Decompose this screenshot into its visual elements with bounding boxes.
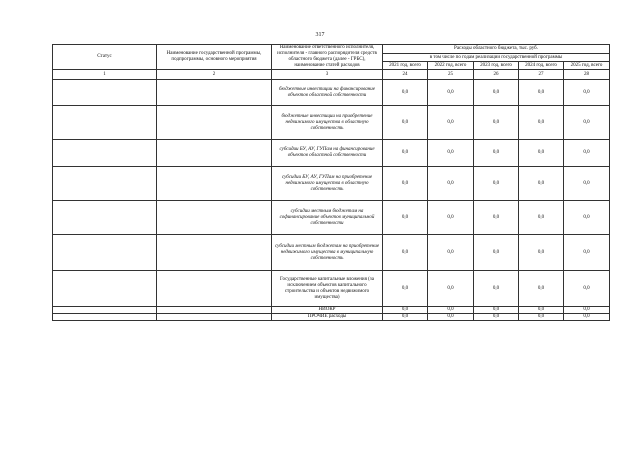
expense-value: 0,0 — [474, 271, 519, 307]
expense-value: 0,0 — [519, 271, 564, 307]
col-number: 1 — [53, 70, 157, 80]
status-cell — [53, 201, 157, 235]
program-cell — [157, 80, 272, 106]
expense-value: 0,0 — [474, 140, 519, 167]
expense-value: 0,0 — [564, 106, 610, 140]
col-number: 28 — [564, 70, 610, 80]
table-row — [53, 271, 610, 307]
expense-value: 0,0 — [519, 314, 564, 321]
expense-value: 0,0 — [474, 106, 519, 140]
expense-value: 0,0 — [564, 271, 610, 307]
status-cell — [53, 314, 157, 321]
expense-value: 0,0 — [383, 80, 428, 106]
expense-value: 0,0 — [428, 167, 474, 201]
expense-value: 0,0 — [383, 271, 428, 307]
expense-value: 0,0 — [519, 106, 564, 140]
header-responsible: Наименование ответственного исполнителя, исполнителя - главного распорядителя средств областного бюджета (далее - ГРБС), наименование статей расходов — [272, 45, 383, 70]
status-cell — [53, 235, 157, 271]
status-cell — [53, 106, 157, 140]
expense-item-name: бюджетные инвестиции на приобретение недвижимого имущества в областную собственность — [272, 106, 383, 140]
expense-item-name: субсидии БУ, АУ, ГУПам на приобретение недвижимого имущества в областную собственность — [272, 167, 383, 201]
expense-value: 0,0 — [474, 307, 519, 314]
header-by-years: в том числе по годам реализации государственной программы — [383, 54, 610, 62]
col-number: 3 — [272, 70, 383, 80]
expense-value: 0,0 — [428, 307, 474, 314]
header-program: Наименование государственной программы, подпрограммы, основного мероприятия — [157, 45, 272, 70]
expense-value: 0,0 — [564, 314, 610, 321]
table-row — [53, 314, 610, 321]
expense-value: 0,0 — [519, 201, 564, 235]
expense-item-name: Государственные капитальные вложения (за исключением объектов капитального строительства и объектов недвижимого имущества) — [272, 271, 383, 307]
expense-value: 0,0 — [474, 235, 519, 271]
status-cell — [53, 271, 157, 307]
expense-value: 0,0 — [428, 106, 474, 140]
program-cell — [157, 314, 272, 321]
expense-item-name: НИОКР — [272, 307, 383, 314]
col-number: 27 — [519, 70, 564, 80]
expense-value: 0,0 — [383, 167, 428, 201]
program-cell — [157, 307, 272, 314]
expense-value: 0,0 — [564, 167, 610, 201]
header-row-top — [53, 45, 610, 54]
expense-value: 0,0 — [428, 271, 474, 307]
table-row — [53, 201, 610, 235]
expense-value: 0,0 — [383, 140, 428, 167]
status-cell — [53, 80, 157, 106]
expense-value: 0,0 — [519, 80, 564, 106]
header-year-2022: 2022 год, всего — [428, 62, 474, 70]
expense-item-name: субсидии БУ, АУ, ГУПам на финансирование объектов областной собственности — [272, 140, 383, 167]
expense-value: 0,0 — [474, 314, 519, 321]
expense-value: 0,0 — [428, 314, 474, 321]
col-number: 25 — [428, 70, 474, 80]
program-cell — [157, 271, 272, 307]
program-cell — [157, 167, 272, 201]
expense-value: 0,0 — [383, 235, 428, 271]
expense-value: 0,0 — [428, 235, 474, 271]
header-year-2021: 2021 год, всего — [383, 62, 428, 70]
budget-table — [52, 44, 610, 321]
header-year-2024: 2024 год, всего — [519, 62, 564, 70]
expense-item-name: ПРОЧИЕ расходы — [272, 314, 383, 321]
expense-value: 0,0 — [564, 140, 610, 167]
col-number: 2 — [157, 70, 272, 80]
expense-value: 0,0 — [519, 307, 564, 314]
status-cell — [53, 140, 157, 167]
table-row — [53, 140, 610, 167]
page-number: 317 — [315, 32, 325, 38]
expense-value: 0,0 — [564, 307, 610, 314]
expense-value: 0,0 — [428, 80, 474, 106]
expense-item-name: субсидии местным бюджетам на приобретение недвижимого имущества в муниципальную собственность — [272, 235, 383, 271]
expense-value: 0,0 — [474, 167, 519, 201]
header-status: Статус — [53, 45, 157, 70]
expense-value: 0,0 — [564, 235, 610, 271]
table-row — [53, 235, 610, 271]
expense-value: 0,0 — [519, 140, 564, 167]
status-cell — [53, 307, 157, 314]
table-row — [53, 307, 610, 314]
header-year-2025: 2025 год, всего — [564, 62, 610, 70]
table-row — [53, 106, 610, 140]
header-expenses-title: Расходы областного бюджета, тыс. руб. — [383, 45, 610, 54]
program-cell — [157, 235, 272, 271]
expense-value: 0,0 — [519, 235, 564, 271]
expense-value: 0,0 — [428, 201, 474, 235]
expense-value: 0,0 — [474, 201, 519, 235]
column-number-row — [53, 70, 610, 80]
expense-value: 0,0 — [383, 201, 428, 235]
col-number: 24 — [383, 70, 428, 80]
expense-item-name: бюджетные инвестиции на финансирование объектов областной собственности — [272, 80, 383, 106]
expense-item-name: субсидии местным бюджетам на софинансирование объектов муниципальной собственности — [272, 201, 383, 235]
expense-value: 0,0 — [564, 201, 610, 235]
col-number: 26 — [474, 70, 519, 80]
header-year-2023: 2023 год, всего — [474, 62, 519, 70]
status-cell — [53, 167, 157, 201]
expense-value: 0,0 — [474, 80, 519, 106]
table-row — [53, 167, 610, 201]
expense-value: 0,0 — [383, 314, 428, 321]
program-cell — [157, 201, 272, 235]
expense-value: 0,0 — [519, 167, 564, 201]
expense-value: 0,0 — [564, 80, 610, 106]
expense-value: 0,0 — [383, 307, 428, 314]
table-row — [53, 80, 610, 106]
program-cell — [157, 140, 272, 167]
expense-value: 0,0 — [383, 106, 428, 140]
program-cell — [157, 106, 272, 140]
expense-value: 0,0 — [428, 140, 474, 167]
